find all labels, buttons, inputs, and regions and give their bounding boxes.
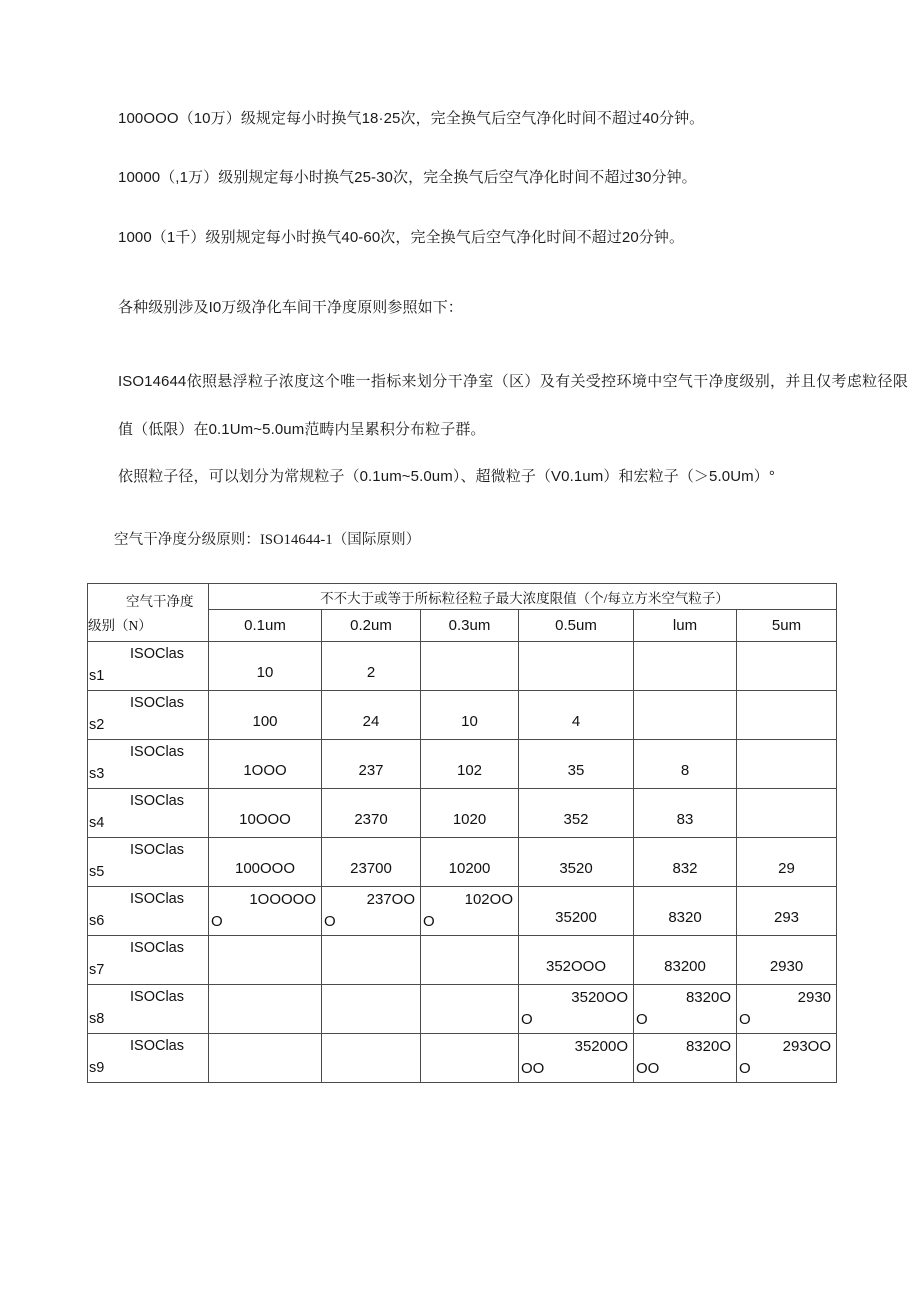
value-line2: O xyxy=(211,913,223,930)
value-text: 10OOO xyxy=(239,811,291,828)
table-row xyxy=(88,985,837,1034)
value-text xyxy=(523,660,629,673)
value-text: 83200 xyxy=(664,958,706,975)
value-text xyxy=(638,709,732,722)
value-text: 8320 xyxy=(668,909,702,926)
table-header xyxy=(88,584,837,642)
cell-class-name xyxy=(88,642,209,691)
value-text: 8 xyxy=(680,762,690,779)
value-text xyxy=(326,1052,416,1065)
value-line2: O xyxy=(423,913,435,930)
header-cell-size-2: 0.3um xyxy=(421,610,519,642)
cell-value xyxy=(519,691,634,740)
class-label-line2: s5 xyxy=(89,864,105,880)
cell-class-name xyxy=(88,691,209,740)
value-text: 2930 xyxy=(769,958,804,975)
class-label-line2: s6 xyxy=(89,913,105,929)
class-label-line2: s7 xyxy=(89,962,105,978)
cell-value xyxy=(737,1034,837,1083)
cell-value xyxy=(209,789,322,838)
class-label-line2: s2 xyxy=(89,717,105,733)
value-text xyxy=(425,954,514,967)
table-row xyxy=(88,789,837,838)
value-text: 35 xyxy=(567,762,585,779)
header-cell-concentration-span: 不不大于或等于所标粒径粒子最大浓度限值（个/每立方米空气粒子） xyxy=(209,584,837,610)
class-label-line1: ISOClas xyxy=(130,646,184,662)
table-row xyxy=(88,838,837,887)
table-row xyxy=(88,691,837,740)
cell-value xyxy=(322,740,421,789)
cell-class-name xyxy=(88,887,209,936)
cell-value xyxy=(634,1034,737,1083)
air-cleanliness-class-table xyxy=(87,583,837,1083)
value-line1: 2930 xyxy=(797,989,832,1006)
cell-value xyxy=(209,1034,322,1083)
class-label-line1: ISOClas xyxy=(130,1038,184,1054)
cell-value xyxy=(519,1034,634,1083)
value-text: 3520 xyxy=(559,860,593,877)
value-line1: 3520OO xyxy=(571,989,628,1006)
cell-value xyxy=(421,642,519,691)
value-line1: 35200O xyxy=(574,1038,628,1055)
value-text xyxy=(425,1003,514,1016)
table-body xyxy=(88,642,837,1083)
value-text: 4 xyxy=(571,713,581,730)
value-line1: 8320O xyxy=(685,989,731,1006)
table-row xyxy=(88,740,837,789)
paragraph-class-1000: 1000（1千）级别规定每小时换气40-60次，完全换气后空气净化时间不超过20分钟。 xyxy=(118,229,685,246)
cell-value xyxy=(737,936,837,985)
value-text: 83 xyxy=(676,811,694,828)
cell-value xyxy=(209,691,322,740)
cell-value xyxy=(737,838,837,887)
class-label-line1: ISOClas xyxy=(130,891,184,907)
value-line2: OO xyxy=(636,1060,660,1077)
table-row xyxy=(88,887,837,936)
table-row xyxy=(88,642,837,691)
class-label-line1: ISOClas xyxy=(130,940,184,956)
cell-value xyxy=(737,985,837,1034)
value-line1: 8320O xyxy=(685,1038,731,1055)
cell-value xyxy=(737,789,837,838)
cell-class-name xyxy=(88,936,209,985)
class-label-line2: s1 xyxy=(89,668,105,684)
paragraph-class-10000: 10000（,1万）级别规定每小时换气25-30次，完全换气后空气净化时间不超过30分钟。 xyxy=(118,169,697,186)
cell-value xyxy=(421,838,519,887)
class-label-line1: ISOClas xyxy=(130,744,184,760)
cell-value xyxy=(519,887,634,936)
cell-value xyxy=(421,691,519,740)
table-caption: 空气干净度分级原则：ISO14644-1（国际原则） xyxy=(114,532,421,548)
cell-value xyxy=(737,642,837,691)
header-class-line1: 空气干净度 xyxy=(126,594,194,609)
cell-value xyxy=(519,838,634,887)
cell-class-name xyxy=(88,789,209,838)
header-cell-size-0: 0.1um xyxy=(209,610,322,642)
class-label-line1: ISOClas xyxy=(130,989,184,1005)
cell-value xyxy=(421,887,519,936)
cell-value xyxy=(634,887,737,936)
class-label-line2: s4 xyxy=(89,815,105,831)
cell-value xyxy=(209,936,322,985)
cell-value xyxy=(634,691,737,740)
value-text xyxy=(326,954,416,967)
value-line2: OO xyxy=(521,1060,545,1077)
cell-value xyxy=(421,740,519,789)
cell-value xyxy=(519,936,634,985)
cell-value xyxy=(322,642,421,691)
cell-class-name xyxy=(88,1034,209,1083)
value-text xyxy=(425,660,514,673)
cell-class-name xyxy=(88,985,209,1034)
value-text: 832 xyxy=(672,860,698,877)
cleanliness-table-container xyxy=(87,583,836,1083)
value-text: 10 xyxy=(256,664,274,681)
class-label-line2: s9 xyxy=(89,1060,105,1076)
value-text: 10 xyxy=(461,713,478,730)
cell-value xyxy=(421,985,519,1034)
cell-value xyxy=(634,936,737,985)
cell-value xyxy=(322,691,421,740)
cell-value xyxy=(322,936,421,985)
cell-value xyxy=(209,887,322,936)
value-text: 352 xyxy=(563,811,589,828)
cell-value xyxy=(421,1034,519,1083)
cell-value xyxy=(737,740,837,789)
value-text xyxy=(741,758,832,771)
paragraph-class-100000: 100OOO（10万）级规定每小时换气18·25次，完全换气后空气净化时间不超过40分钟。 xyxy=(118,110,705,127)
cell-value xyxy=(634,985,737,1034)
value-line1: 237OO xyxy=(366,891,415,908)
value-text xyxy=(741,807,832,820)
class-label-line2: s8 xyxy=(89,1011,105,1027)
cell-value xyxy=(209,838,322,887)
class-label-line1: ISOClas xyxy=(130,793,184,809)
value-text: 1020 xyxy=(452,811,487,828)
cell-value xyxy=(322,985,421,1034)
cell-value xyxy=(634,642,737,691)
value-text xyxy=(425,1052,514,1065)
value-text: 23700 xyxy=(350,860,392,877)
value-text: 100 xyxy=(252,713,278,730)
value-text xyxy=(741,660,832,673)
header-cell-size-4: lum xyxy=(634,610,737,642)
table-header-row-1 xyxy=(88,584,837,610)
value-text xyxy=(326,1003,416,1016)
paragraph-particle-sizes: 依照粒子径，可以划分为常规粒子（0.1um~5.0um）、超微粒子（V0.1um）和宏粒子（＞5.0Um）° xyxy=(118,468,775,485)
value-text: 29 xyxy=(778,860,795,877)
header-cell-size-5: 5um xyxy=(737,610,837,642)
value-line2: O xyxy=(739,1060,751,1077)
cell-value xyxy=(322,1034,421,1083)
value-text: 10200 xyxy=(448,860,491,877)
value-text: 35200 xyxy=(555,909,597,926)
class-label-line1: ISOClas xyxy=(130,842,184,858)
value-line2: O xyxy=(636,1011,648,1028)
value-text xyxy=(213,954,317,967)
cell-class-name xyxy=(88,740,209,789)
value-text: 1OOO xyxy=(243,762,287,779)
value-line2: O xyxy=(324,913,336,930)
cell-value xyxy=(322,789,421,838)
header-cell-class xyxy=(88,584,209,642)
value-text: 237 xyxy=(358,762,384,779)
paragraph-reference-intro: 各种级别涉及I0万级净化车间干净度原则参照如下： xyxy=(118,299,463,316)
value-text xyxy=(213,1052,317,1065)
value-line2: O xyxy=(739,1011,751,1028)
value-text: 100OOO xyxy=(234,860,296,877)
cell-value xyxy=(209,985,322,1034)
cell-value xyxy=(634,789,737,838)
table-row xyxy=(88,1034,837,1083)
value-text xyxy=(638,660,732,673)
cell-value xyxy=(209,642,322,691)
cell-value xyxy=(322,838,421,887)
header-class-line2: 级别（N） xyxy=(88,618,152,633)
cell-value xyxy=(519,740,634,789)
value-line1: 102OO xyxy=(464,891,513,908)
value-text: 24 xyxy=(362,713,380,730)
cell-value xyxy=(737,887,837,936)
cell-class-name xyxy=(88,838,209,887)
value-text: 102 xyxy=(456,762,483,779)
header-cell-size-1: 0.2um xyxy=(322,610,421,642)
value-text: 293 xyxy=(774,909,800,926)
value-text: 2 xyxy=(366,664,376,681)
value-line1: 293OO xyxy=(782,1038,832,1055)
value-line2: O xyxy=(521,1011,533,1028)
value-text: 2370 xyxy=(354,811,388,828)
class-label-line2: s3 xyxy=(89,766,105,782)
cell-value xyxy=(634,740,737,789)
value-text xyxy=(741,709,832,722)
cell-value xyxy=(421,936,519,985)
value-text: 352OOO xyxy=(545,958,607,975)
paragraph-iso14644-definition: ISO14644依照悬浮粒子浓度这个唯一指标来划分干净室（区）及有关受控环境中空气干净度级别，并且仅考虑粒径限值（低限）在0.1Um~5.0um范畴内呈累积分布粒子群。 xyxy=(118,373,908,438)
cell-value xyxy=(519,985,634,1034)
class-label-line1: ISOClas xyxy=(130,695,184,711)
cell-value xyxy=(634,838,737,887)
cell-value xyxy=(519,642,634,691)
value-text xyxy=(213,1003,317,1016)
cell-value xyxy=(322,887,421,936)
cell-value xyxy=(209,740,322,789)
cell-value xyxy=(421,789,519,838)
cell-value xyxy=(519,789,634,838)
value-line1: 1OOOOO xyxy=(249,891,316,908)
table-row xyxy=(88,936,837,985)
cell-value xyxy=(737,691,837,740)
header-cell-size-3: 0.5um xyxy=(519,610,634,642)
